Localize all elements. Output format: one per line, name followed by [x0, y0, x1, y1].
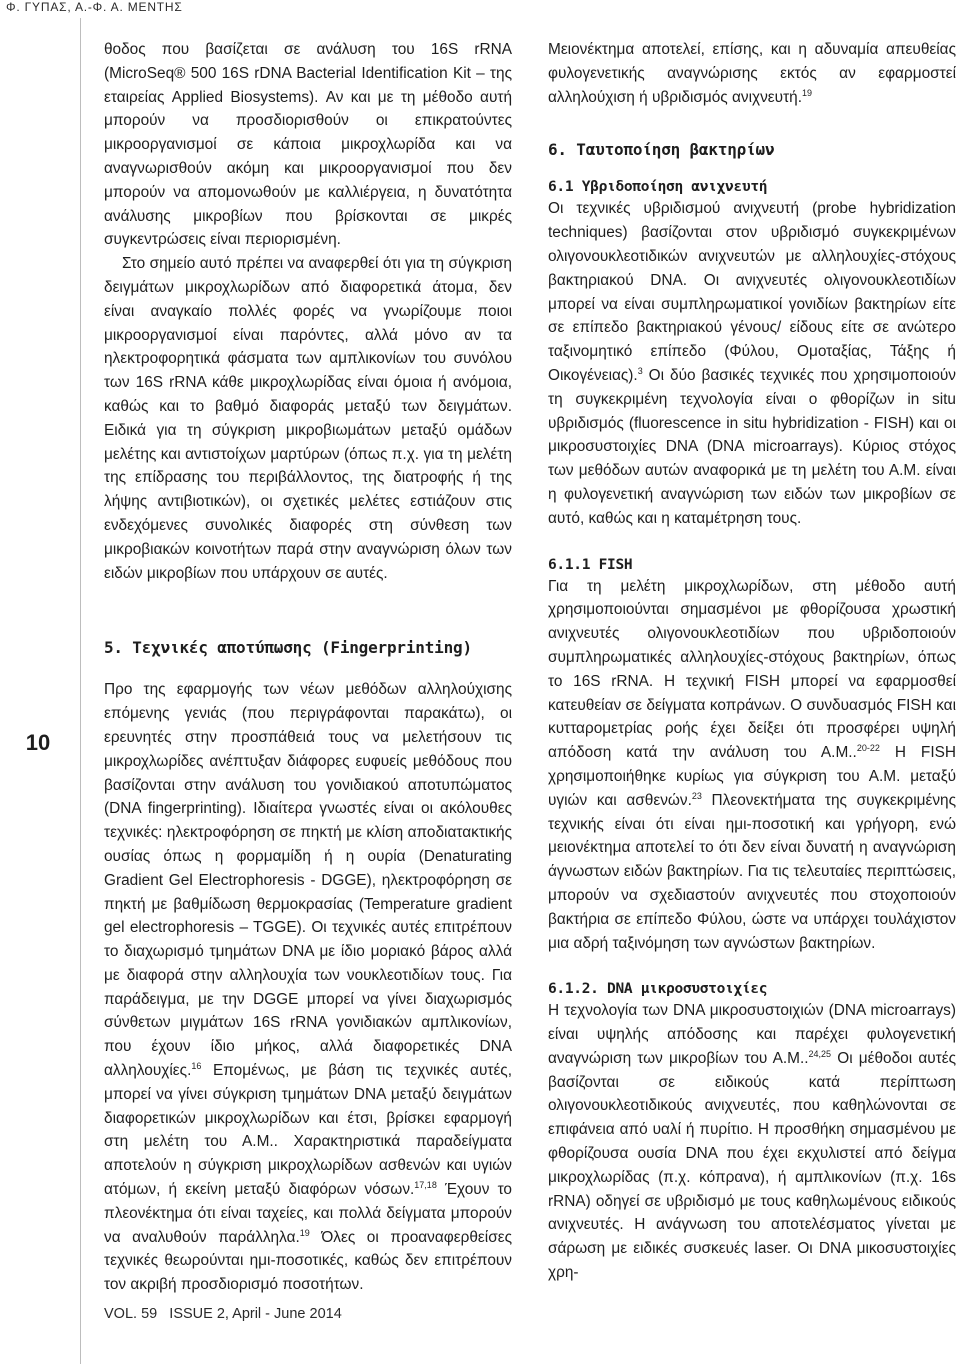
paragraph: Στο σημείο αυτό πρέπει να αναφερθεί ότι για τη σύγκριση δειγμάτων μικροχλωρίδων από διαφορετικά άτομα, δεν είναι αναγκαίο πολλές φορές να γνωρίζουμε ποιοι μικροοργανισμοί είναι παρόντες, αλλά μόνο αν τα ηλεκτροφορητικά φάσματα των αμπλικονίων του συνόλου των 16S rRNA κάθε μικροχλωρίδας είναι όμοια ή ανόμοια, καθώς και το βαθμό διαφοράς μεταξύ των δειγμάτων. Ειδικά για τη σύγκριση μικροβιωμάτων μεταξύ ομάδων μελέτης και αντιστοίχων μαρτύρων (όπως π.χ. για τη μελέτη της επίδρασης του περιβάλλοντος, της διατροφής ή της λήψης αντιβιοτικών), οι σχετικές μελέτες εστιάζουν στις ενδεχόμενες συνολικές διαφορές στη σύνθεση των μικροβιακών κοινοτήτων παρά στην αναγνώριση όλων των ειδών μικροβίων που υπάρχουν σε αυτές. [104, 255, 512, 582]
running-head: Φ. ΓΥΠΑΣ, Α.-Φ. Α. ΜΕΝΤΗΣ [6, 0, 183, 14]
journal-footer: VOL. 59 ISSUE 2, April - June 2014 [104, 1306, 342, 1322]
citation: 20-22 [856, 743, 880, 754]
section-heading: 5. Τεχνικές αποτύπωσης (Fingerprinting) [104, 638, 472, 658]
paragraph: Προ της εφαρμογής των νέων μεθόδων αλληλούχισης επόμενης γενιάς (που περιγράφονται παρακάτω), οι ερευνητές στην προσπάθειά τους να μελετήσουν τις μικροχλωρίδες ανέπτυξαν διάφορες ευφυείς μεθόδους που βασίζονται στην ανάλυση του γονιδιακού αποτυπώματος (DNA fingerprinting). Ιδιαίτερα γνωστές είναι οι ακόλουθες τεχνικές: ηλεκτροφόρηση σε πηκτή με κλίση αποδιατακτικής ουσίας όπως η φορμαμίδη ή η ουρία (Denaturating Gradient Gel Electrophoresis - DGGE), ηλεκτροφόρηση σε πηκτή με βαθμίδωση θερμοκρασίας (Temperature gradient gel electrophoresis – TGGE). Οι τεχνικές αυτές επιτρέπουν το διαχωρισμό τμημάτων DNA με ίδιο μοριακό βάρος αλλά με διαφορά στην αλληλουχία των νουκλεοτιδίων τους. Για παράδειγμα, με την DGGE μπορεί να γίνει διαχωρισμός σύνθετων μιγμάτων 16S rRNA γονιδιακών αμπλικονίων, που έχουν ίδιο μήκος, αλλά διαφορετικές DNA αλληλουχίες.$^{16}$ Επομένως, με βάση τις τεχνικές αυτές, μπορεί να γίνει σύγκριση τμημάτων DNA μεταξύ δειγμάτων διαφορετικών μικροχλωρίδων και έτσι, βρίσκει εφαρμογή στη μελέτη του Α.Μ.. Χαρακτηριστικά παραδείγματα αποτελούν η σύγκριση μικροχλωρίδων ασθενών και υγιών ατόμων, ή εκείνη μεταξύ διαφόρων νόσων.$^{17,18}$ Έχουν το πλεονέκτημα ότι είναι ταχείες, και πολλά δείγματα μπορούν να αναλυθούν παράλληλα.$^{19}$ Όλες οι προαναφερθείσες τεχνικές θεωρούνται ημι-ποσοτικές, καθώς δεν επιτρέπουν τον ακριβή προσδιορισμό ποσοτήτων. [104, 681, 512, 1294]
page-number: 10 [25, 730, 51, 755]
subsection-heading: 6.1.1 FISH [548, 556, 633, 573]
paragraph: Οι τεχνικές υβριδισμού ανιχνευτή (probe hybridization techniques) βασίζονται στον υβριδισμό συγκεκριμένων ολιγονουκλεοτιδικών ανιχνευτών με αλληλουχίες-στόχους βακτηριακού DNA. Οι ανιχνευτές ολιγονουκλεοτιδίων μπορεί να είναι συμπληρωματικοί γονιδίων βακτηρίων είτε σε επίπεδο βακτηριακού γένους/ είδους είτε σε ανώτερο ταξινομητικό επίπεδο (Φύλου, Ομοταξίας, Τάξης ή Οικογένειας).$^3$ Οι δύο βασικές τεχνικές που χρησιμοποιούν τη συγκεκριμένη τεχνολογία είναι ο φθορίζων in situ υβριδισμός (fluorescence in situ hybridization - FISH) και οι μικροσυστοιχίες DNA (DNA microarrays). Κύριος στόχος των μεθόδων αυτών αναφορικά με τη μελέτη του Α.Μ. είναι η φυλογενετική αναγνώριση των ειδών των μικροβίων σε αυτό, καθώς και η καταμέτρηση τους. [548, 200, 956, 527]
subsection-heading: 6.1 Υβριδοποίηση ανιχνευτή [548, 179, 768, 196]
citation: 24,25 [808, 1048, 832, 1059]
right-column [548, 38, 956, 1285]
citation: 23 [691, 790, 702, 801]
left-column [104, 38, 512, 1297]
paragraph: θοδος που βασίζεται σε ανάλυση του 16S rRNA (MicroSeq® 500 16S rDNA Bacterial Identification Kit – της εταιρείας Applied Biosystems). Αν και με τη μέθοδο αυτή μπορούν να προσδιορισθούν οι επικρατούντες μικροοργανισμοί σε κάποια μικροχλωρίδα και να αναγνωρισθούν ακόμη και μικροοργανισμοί που δεν μπορούν να απομονωθούν με καλλιέργεια, η δυνατότητα ανάλυσης μικροβίων που βρίσκονται σε μικρές συγκεντρώσεις είναι περιορισμένη. [104, 41, 512, 249]
citation: 19 [299, 1227, 310, 1238]
citation: 3 [637, 365, 643, 376]
paragraph: Για τη μελέτη μικροχλωρίδων, στη μέθοδο αυτή χρησιμοποιούνται σημασμένοι με φθορίζουσα χρωστική ανιχνευτές ολιγονουκλεοτιδίων που υβριδοποιούν συμπληρωματικές αλληλουχίες-στόχους βακτηρίων, όπως το 16S rRNA. Η τεχνική FISH μπορεί να εφαρμοσθεί κατευθείαν σε δείγματα κοπράνων. Ο συνδυασμός FISH και κυτταρομετρίας ροής έχει δείξει ότι προσφέρει υψηλή απόδοση κατά την ανάλυση του Α.Μ..$^{20-22}$ Η FISH χρησιμοποιήθηκε κυρίως για σύγκριση του Α.Μ. μεταξύ υγιών και ασθενών.$^{23}$ Πλεονεκτήματα της συγκεκριμένης τεχνικής είναι ότι είναι ημι-ποσοτική και γρήγορη, ενώ μειονέκτημα αποτελεί το ότι δεν είναι δυνατή η αναγνώριση άγνωστων ειδών βακτηρίων. Για τις τελευταίες περιπτώσεις, μπορούν να σχεδιαστούν ανιχνευτές που στοχοποιούν βακτήρια σε επίπεδο Φύλου, ώστε να υπάρχει τουλάχιστον μια αδρή ταξινόμηση των αγνώστων βακτηρίων. [548, 577, 957, 952]
subsection-heading: 6.1.2. DNA μικροσυστοιχίες [548, 981, 768, 998]
citation: 19 [801, 87, 812, 98]
paragraph: Μειονέκτημα αποτελεί, επίσης, και η αδυναμία απευθείας φυλογενετικής αναγνώρισης εκτός αν εφαρμοστεί αλληλούχιση ή υβριδισμός ανιχνευτή.$^{19}$ [548, 41, 956, 106]
citation: 17,18 [414, 1180, 437, 1191]
margin-rule [80, 18, 81, 1364]
paragraph: Η τεχνολογία των DNA μικροσυστοιχιών (DNA microarrays) είναι υψηλής απόδοσης και παρέχει φυλογενετική αναγνώριση των μικροβίων του Α.Μ..$^{24,25}$ Οι μέθοδοι αυτές βασίζονται σε ειδικούς κατά περίπτωση ολιγονουκλεοτιδικούς ανιχνευτές, που καθηλώνονται σε επιφάνεια από υαλί ή πυρίτιο. Η προσθήκη σημασμένου με φθορίζουσα ουσία DNA που έχει εκχυλιστεί από δείγμα μικροχλωρίδας (π.χ. κόπρανα), ή αμπλικονίων (π.χ. 16s rRNA) οδηγεί σε υβριδισμό με τους καθηλωμένους ειδικούς ανιχνευτές. Η ανάγνωση του αποτελέσματος γίνεται με σάρωση με ειδικές συσκευές laser. Οι DNA μικοσυστοιχίες χρη- [548, 1002, 956, 1282]
citation: 16 [191, 1061, 202, 1072]
section-heading: 6. Ταυτοποίηση βακτηρίων [548, 140, 775, 160]
